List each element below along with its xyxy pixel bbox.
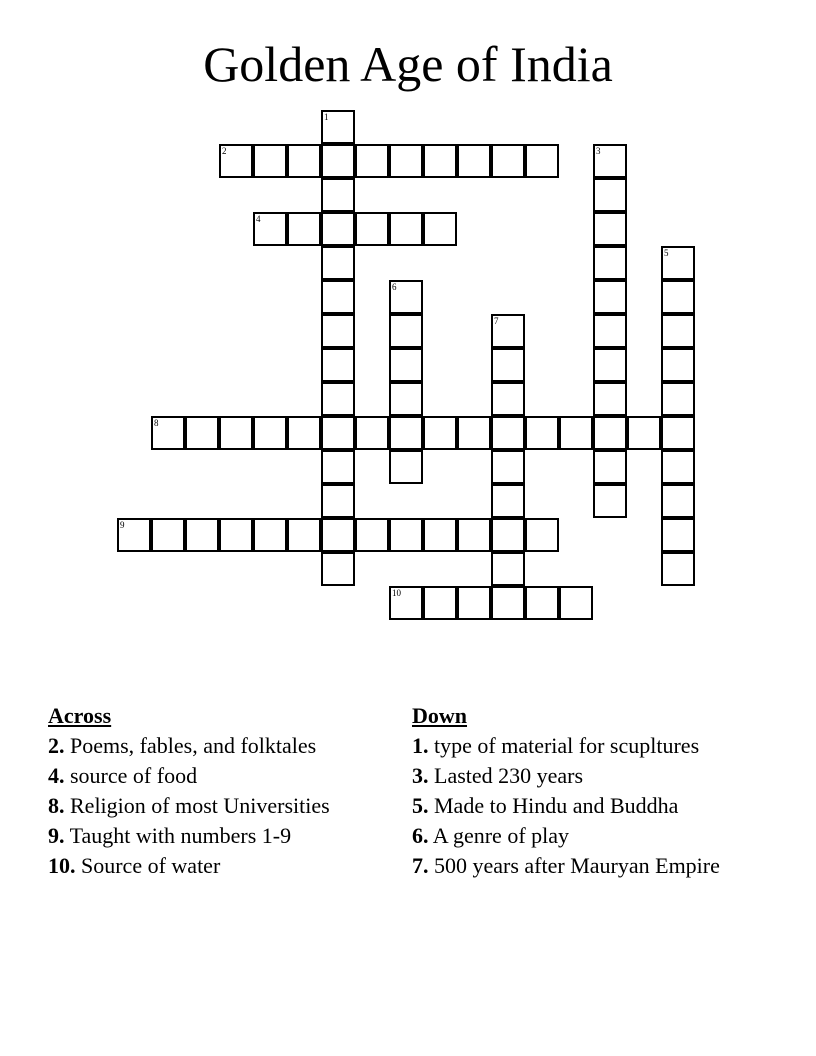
- clue-number: 4: [256, 214, 261, 224]
- grid-cell[interactable]: [423, 144, 457, 178]
- grid-cell[interactable]: [525, 518, 559, 552]
- clue-text: Lasted 230 years: [434, 763, 584, 788]
- grid-cell[interactable]: [593, 144, 627, 178]
- across-heading: Across: [48, 703, 112, 728]
- grid-cell[interactable]: [355, 518, 389, 552]
- puzzle-title: Golden Age of India: [203, 36, 613, 92]
- grid-cell[interactable]: [253, 212, 287, 246]
- grid-cell[interactable]: [559, 416, 593, 450]
- across-clue: [48, 793, 383, 819]
- grid-cell[interactable]: [389, 212, 423, 246]
- grid-cell[interactable]: [117, 518, 151, 552]
- grid-cell[interactable]: [491, 586, 525, 620]
- grid-cell[interactable]: [559, 586, 593, 620]
- down-clue: [412, 763, 752, 789]
- grid-cell[interactable]: [321, 450, 355, 484]
- grid-cell[interactable]: [321, 552, 355, 586]
- grid-cell[interactable]: [457, 144, 491, 178]
- down-clue: [412, 733, 752, 759]
- down-clues: [412, 703, 752, 883]
- grid-cell[interactable]: [321, 484, 355, 518]
- grid-cell[interactable]: [287, 212, 321, 246]
- grid-cell[interactable]: [321, 382, 355, 416]
- grid-cell[interactable]: [389, 314, 423, 348]
- grid-cell[interactable]: [389, 586, 423, 620]
- clue-number-label: 8.: [48, 793, 65, 818]
- grid-cell[interactable]: [389, 518, 423, 552]
- grid-cell[interactable]: [457, 416, 491, 450]
- grid-cell[interactable]: [593, 280, 627, 314]
- grid-cell[interactable]: [457, 586, 491, 620]
- grid-cell[interactable]: [491, 144, 525, 178]
- grid-cell[interactable]: [661, 552, 695, 586]
- clue-number-label: 9.: [48, 823, 65, 848]
- down-clue: [412, 793, 752, 819]
- grid-cell[interactable]: [423, 518, 457, 552]
- grid-cell[interactable]: [491, 484, 525, 518]
- clue-text: Poems, fables, and folktales: [70, 733, 317, 758]
- grid-cell[interactable]: [355, 416, 389, 450]
- grid-cell[interactable]: [321, 518, 355, 552]
- clue-text: Taught with numbers 1-9: [69, 823, 292, 848]
- clue-number: 1: [324, 112, 329, 122]
- grid-cell[interactable]: [219, 416, 253, 450]
- clue-number: 2: [222, 146, 227, 156]
- grid-cell[interactable]: [457, 518, 491, 552]
- grid-cell[interactable]: [661, 280, 695, 314]
- grid-cell[interactable]: [389, 280, 423, 314]
- grid-cell[interactable]: [355, 144, 389, 178]
- clue-text: type of material for scupltures: [434, 733, 700, 758]
- clue-number-label: 3.: [412, 763, 429, 788]
- grid-cell[interactable]: [593, 416, 627, 450]
- grid-cell[interactable]: [423, 416, 457, 450]
- clue-number: 6: [392, 282, 397, 292]
- grid-cell[interactable]: [389, 144, 423, 178]
- grid-cell[interactable]: [661, 416, 695, 450]
- grid-cell[interactable]: [253, 144, 287, 178]
- grid-cell[interactable]: [525, 586, 559, 620]
- grid-cell[interactable]: [593, 246, 627, 280]
- across-clue: [48, 733, 383, 759]
- grid-cell[interactable]: [219, 518, 253, 552]
- clue-text: A genre of play: [432, 823, 570, 848]
- grid-cell[interactable]: [423, 586, 457, 620]
- grid-cell[interactable]: [661, 314, 695, 348]
- grid-cell[interactable]: [321, 212, 355, 246]
- grid-cell[interactable]: [491, 348, 525, 382]
- grid-cell[interactable]: [219, 144, 253, 178]
- grid-cell[interactable]: [661, 484, 695, 518]
- grid-cell[interactable]: [593, 314, 627, 348]
- clue-number-label: 5.: [412, 793, 429, 818]
- clue-text: Religion of most Universities: [70, 793, 330, 818]
- grid-cell[interactable]: [389, 348, 423, 382]
- down-heading: Down: [412, 703, 468, 728]
- grid-cell[interactable]: [593, 450, 627, 484]
- grid-cell[interactable]: [593, 348, 627, 382]
- clue-number-label: 2.: [48, 733, 65, 758]
- across-clues: [48, 703, 383, 883]
- grid-cell[interactable]: [321, 144, 355, 178]
- clue-text: Made to Hindu and Buddha: [434, 793, 679, 818]
- grid-cell[interactable]: [491, 416, 525, 450]
- grid-cell[interactable]: [525, 144, 559, 178]
- clue-number: 8: [154, 418, 159, 428]
- clue-text: 500 years after Mauryan Empire: [434, 853, 720, 878]
- grid-cell[interactable]: [389, 450, 423, 484]
- grid-cell[interactable]: [593, 212, 627, 246]
- down-clue: [412, 823, 752, 849]
- grid-cell[interactable]: [661, 348, 695, 382]
- across-clue: [48, 853, 383, 879]
- grid-cell[interactable]: [321, 280, 355, 314]
- grid-cell[interactable]: [151, 416, 185, 450]
- grid-cell[interactable]: [253, 416, 287, 450]
- grid-cell[interactable]: [321, 110, 355, 144]
- grid-cell[interactable]: [661, 518, 695, 552]
- grid-cell[interactable]: [661, 382, 695, 416]
- grid-cell[interactable]: [661, 450, 695, 484]
- grid-cell[interactable]: [491, 450, 525, 484]
- clue-number: 5: [664, 248, 669, 258]
- down-clue: [412, 853, 752, 879]
- clue-number-label: 7.: [412, 853, 429, 878]
- grid-cell[interactable]: [525, 416, 559, 450]
- grid-cell[interactable]: [491, 314, 525, 348]
- clue-number-label: 6.: [412, 823, 429, 848]
- grid-cell[interactable]: [321, 246, 355, 280]
- grid-cell[interactable]: [661, 246, 695, 280]
- clue-number: 7: [494, 316, 499, 326]
- grid-cell[interactable]: [593, 178, 627, 212]
- grid-cell[interactable]: [287, 416, 321, 450]
- grid-cell[interactable]: [627, 416, 661, 450]
- clue-number-label: 1.: [412, 733, 429, 758]
- clue-number-label: 4.: [48, 763, 65, 788]
- grid-cell[interactable]: [321, 178, 355, 212]
- grid-cell[interactable]: [491, 552, 525, 586]
- grid-cell[interactable]: [491, 382, 525, 416]
- clue-text: source of food: [70, 763, 198, 788]
- grid-cell[interactable]: [321, 314, 355, 348]
- grid-cell[interactable]: [185, 518, 219, 552]
- grid-cell[interactable]: [593, 382, 627, 416]
- grid-cell[interactable]: [185, 416, 219, 450]
- grid-cell[interactable]: [287, 144, 321, 178]
- grid-cell[interactable]: [253, 518, 287, 552]
- grid-cell[interactable]: [423, 212, 457, 246]
- grid-cell[interactable]: [389, 382, 423, 416]
- grid-cell[interactable]: [593, 484, 627, 518]
- clue-number: 10: [392, 588, 401, 598]
- across-clue: [48, 823, 383, 849]
- across-clue: [48, 763, 383, 789]
- grid-cell[interactable]: [321, 416, 355, 450]
- grid-cell[interactable]: [389, 416, 423, 450]
- clue-number-label: 10.: [48, 853, 76, 878]
- grid-cell[interactable]: [491, 518, 525, 552]
- grid-cell[interactable]: [151, 518, 185, 552]
- clue-number: 3: [596, 146, 601, 156]
- grid-cell[interactable]: [287, 518, 321, 552]
- clue-number: 9: [120, 520, 125, 530]
- clue-text: Source of water: [81, 853, 221, 878]
- grid-cell[interactable]: [321, 348, 355, 382]
- grid-cell[interactable]: [355, 212, 389, 246]
